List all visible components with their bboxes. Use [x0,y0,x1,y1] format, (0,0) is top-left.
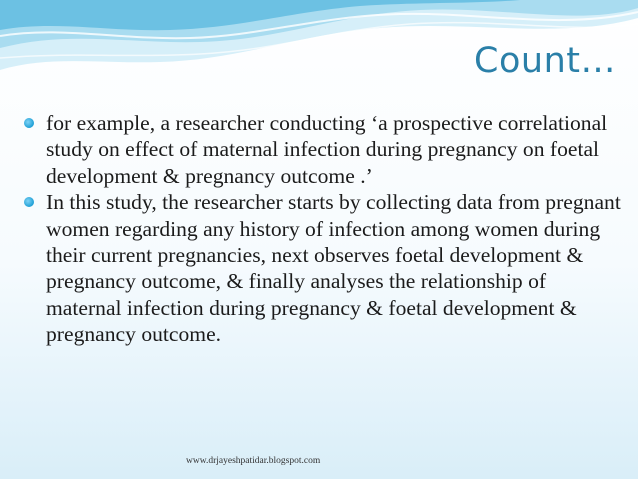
slide-title: Count… [474,41,616,81]
bullet-list [22,110,622,348]
bullet-item [22,110,622,189]
footer-url: www.drjayeshpatidar.blogspot.com [186,456,321,466]
bullet-text: for example, a researcher conducting ‘a prospective correlational study on effect of maternal infection during pregnancy on foetal development & pregnancy outcome .’ [46,111,608,188]
bullet-item [22,189,622,347]
bullet-dot-icon [24,118,34,128]
bullet-text: In this study, the researcher starts by collecting data from pregnant women regarding any history of infection among women during their current pregnancies, next observes foetal development & pregnancy outcome, & finally analyses the relationship of maternal infection during pregnancy & foetal development & pregnancy outcome. [46,190,621,347]
bullet-dot-icon [24,197,34,207]
